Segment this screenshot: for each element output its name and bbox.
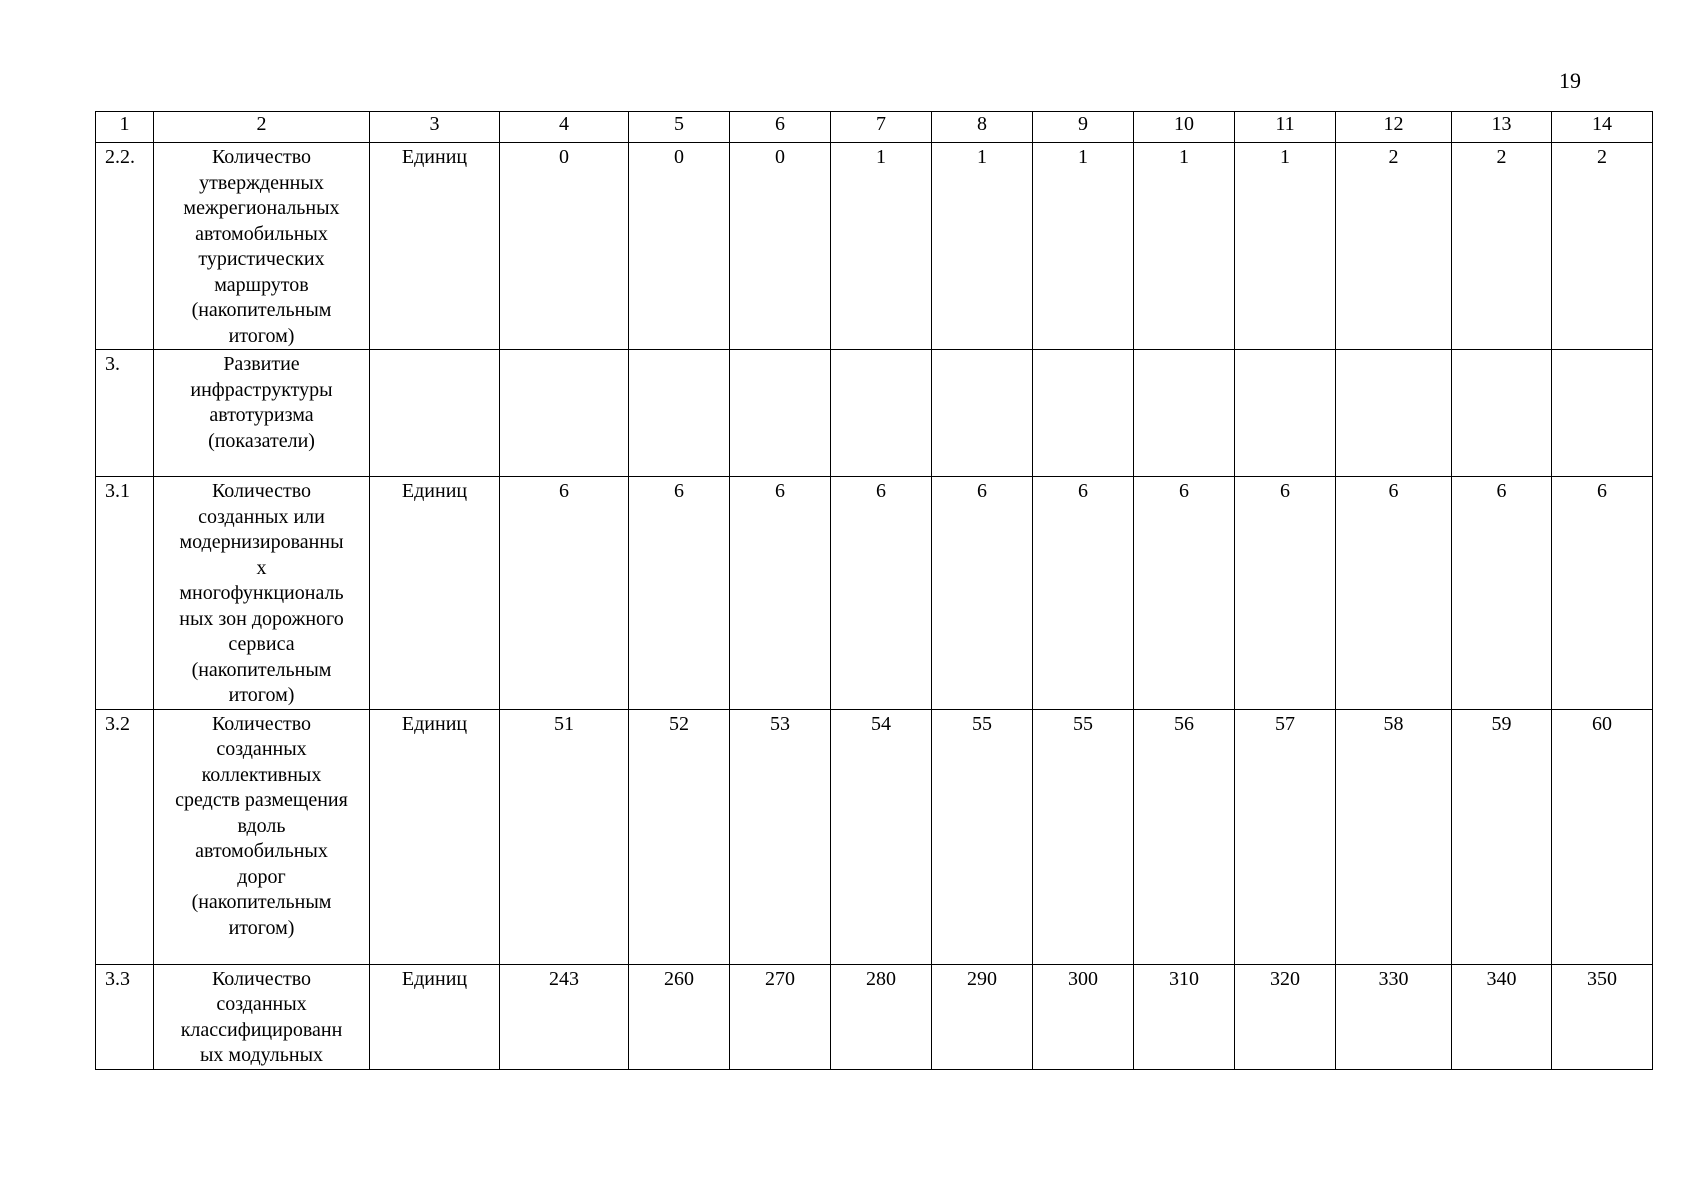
value-cell [1235,350,1336,477]
value-cell [1134,350,1235,477]
value-cell [629,350,730,477]
column-number: 9 [1033,112,1134,143]
value-cell: 310 [1134,964,1235,1069]
column-number: 14 [1552,112,1653,143]
value-cell: 260 [629,964,730,1069]
value-cell [1552,350,1653,477]
indicator-name: Количество созданных или модернизированны х многофункциональ ных зон дорожного сервиса (накопительным итогом) [154,477,370,710]
unit-cell: Единиц [370,709,500,964]
value-cell: 59 [1452,709,1552,964]
value-cell: 330 [1336,964,1452,1069]
value-cell: 0 [629,143,730,350]
value-cell [1452,350,1552,477]
value-cell: 60 [1552,709,1653,964]
value-cell: 52 [629,709,730,964]
unit-cell: Единиц [370,964,500,1069]
value-cell: 58 [1336,709,1452,964]
value-cell: 300 [1033,964,1134,1069]
value-cell: 6 [1336,477,1452,710]
value-cell: 280 [831,964,932,1069]
row-number: 2.2. [96,143,154,350]
column-number: 3 [370,112,500,143]
value-cell: 53 [730,709,831,964]
row-number: 3.1 [96,477,154,710]
column-number: 7 [831,112,932,143]
value-cell: 270 [730,964,831,1069]
value-cell: 6 [831,477,932,710]
indicator-name: Количество созданных коллективных средств размещения вдоль автомобильных дорог (накопительным итогом) [154,709,370,964]
value-cell: 2 [1336,143,1452,350]
value-cell [730,350,831,477]
table-row [96,143,1653,350]
column-number: 8 [932,112,1033,143]
unit-cell: Единиц [370,477,500,710]
row-number: 3.2 [96,709,154,964]
value-cell: 350 [1552,964,1653,1069]
value-cell: 6 [1235,477,1336,710]
value-cell: 290 [932,964,1033,1069]
value-cell: 57 [1235,709,1336,964]
value-cell: 51 [500,709,629,964]
column-number-row [96,112,1653,143]
value-cell: 6 [629,477,730,710]
value-cell: 243 [500,964,629,1069]
table-row [96,709,1653,964]
value-cell: 6 [932,477,1033,710]
value-cell: 6 [500,477,629,710]
value-cell: 340 [1452,964,1552,1069]
column-number: 1 [96,112,154,143]
value-cell [1336,350,1452,477]
unit-cell: Единиц [370,143,500,350]
indicators-table [95,111,1653,1070]
indicator-name: Количество созданных классифицированн ых модульных [154,964,370,1069]
value-cell [831,350,932,477]
value-cell: 1 [1134,143,1235,350]
row-number: 3.3 [96,964,154,1069]
value-cell: 1 [932,143,1033,350]
indicator-name: Развитие инфраструктуры автотуризма (показатели) [154,350,370,477]
table-row [96,477,1653,710]
column-number: 12 [1336,112,1452,143]
value-cell: 6 [1033,477,1134,710]
value-cell: 1 [831,143,932,350]
unit-cell [370,350,500,477]
column-number: 5 [629,112,730,143]
value-cell [1033,350,1134,477]
value-cell: 1 [1235,143,1336,350]
value-cell [932,350,1033,477]
value-cell: 0 [730,143,831,350]
column-number: 13 [1452,112,1552,143]
value-cell: 6 [1552,477,1653,710]
value-cell [500,350,629,477]
table-row [96,350,1653,477]
value-cell: 6 [730,477,831,710]
value-cell: 0 [500,143,629,350]
value-cell: 2 [1552,143,1653,350]
indicator-name: Количество утвержденных межрегиональных автомобильных туристических маршрутов (накопительным итогом) [154,143,370,350]
column-number: 4 [500,112,629,143]
table-row [96,964,1653,1069]
page-number: 19 [1559,68,1581,93]
column-number: 10 [1134,112,1235,143]
column-number: 11 [1235,112,1336,143]
value-cell: 2 [1452,143,1552,350]
column-number: 6 [730,112,831,143]
value-cell: 6 [1134,477,1235,710]
value-cell: 55 [932,709,1033,964]
value-cell: 6 [1452,477,1552,710]
row-number: 3. [96,350,154,477]
column-number: 2 [154,112,370,143]
value-cell: 55 [1033,709,1134,964]
value-cell: 320 [1235,964,1336,1069]
value-cell: 56 [1134,709,1235,964]
value-cell: 1 [1033,143,1134,350]
value-cell: 54 [831,709,932,964]
